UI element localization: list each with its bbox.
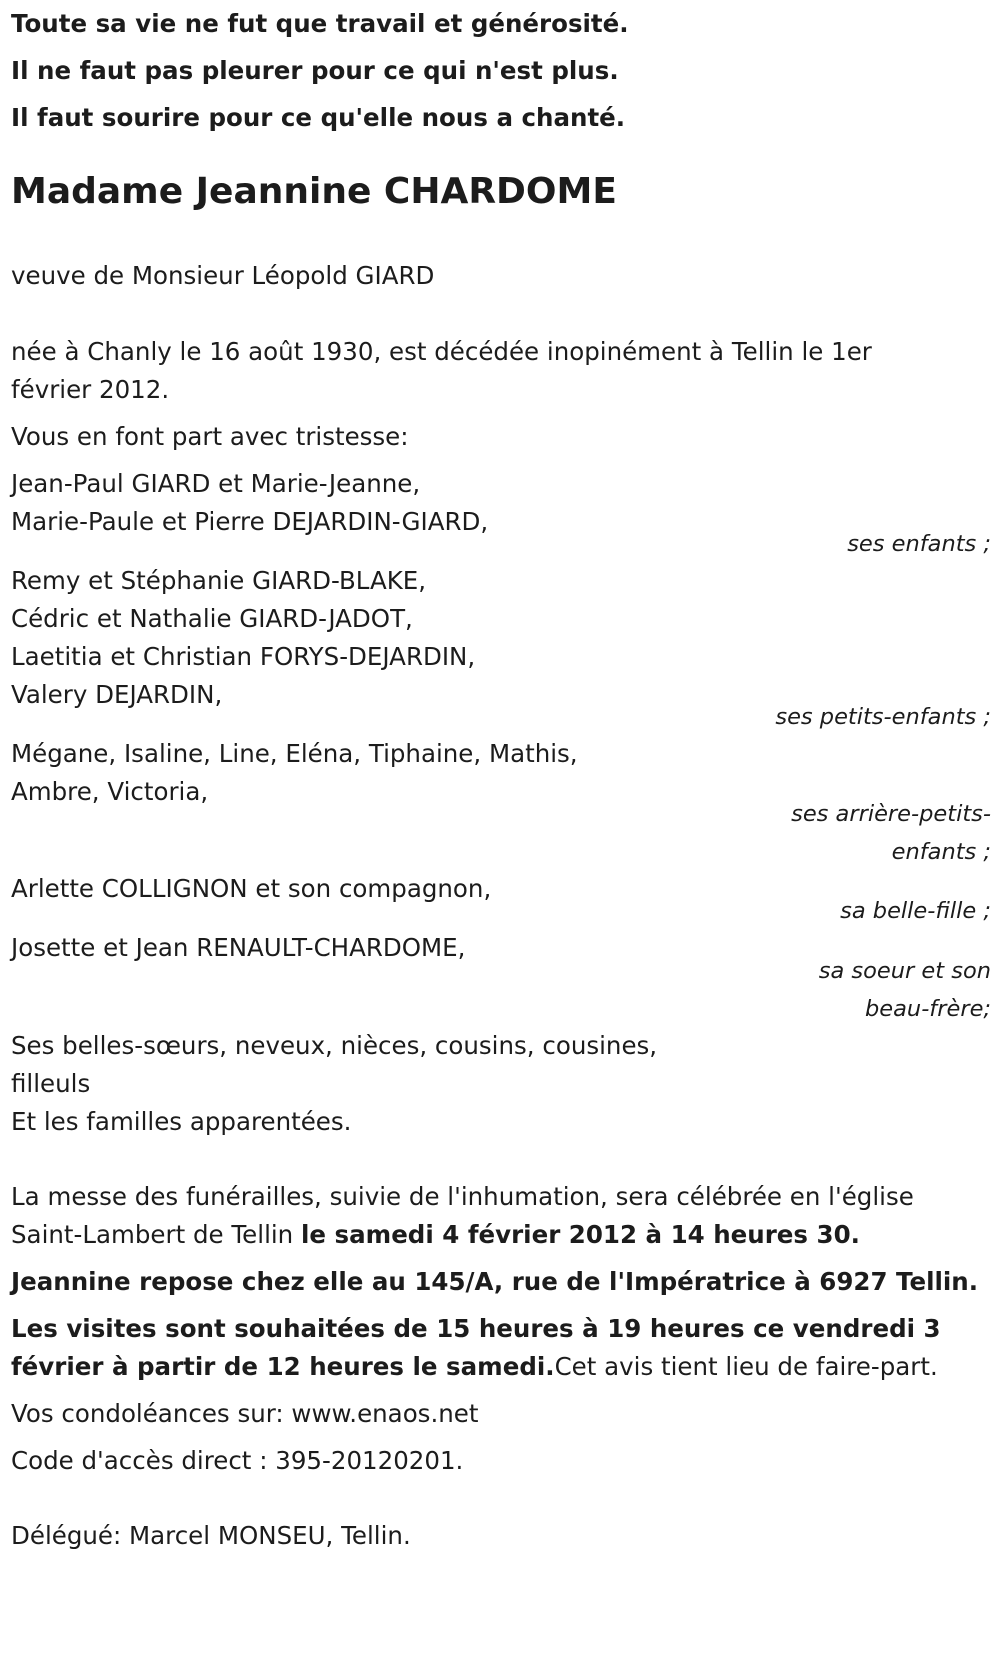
others-line-2: filleuls [11, 1069, 91, 1098]
funeral-delegate: Délégué: Marcel MONSEU, Tellin. [11, 1521, 411, 1550]
funeral-mass-place: Saint-Lambert de Tellin [11, 1220, 301, 1249]
faire-part-note: Cet avis tient lieu de faire-part. [554, 1352, 938, 1381]
others-line-1: Ses belles-sœurs, neveux, nièces, cousins, cousines, [11, 1031, 658, 1060]
funeral-mass-line-1: La messe des funérailles, suivie de l'inhumation, sera célébrée en l'église [11, 1182, 914, 1211]
grandchildren-role: ses petits-enfants ; [775, 704, 991, 730]
condolences-website: Vos condoléances sur: www.enaos.net [11, 1399, 479, 1428]
grandchildren-name-3: Laetitia et Christian FORYS-DEJARDIN, [11, 642, 476, 671]
epigraph-line-3: Il faut sourire pour ce qu'elle nous a chanté. [11, 103, 626, 132]
grandchildren-name-4: Valery DEJARDIN, [11, 680, 223, 709]
deceased-name: Madame Jeannine CHARDOME [11, 171, 617, 212]
resting-place: Jeannine repose chez elle au 145/A, rue de l'Impératrice à 6927 Tellin. [11, 1267, 979, 1296]
epigraph-line-2: Il ne faut pas pleurer pour ce qui n'est plus. [11, 56, 619, 85]
sister-role-2: beau-frère; [865, 996, 991, 1022]
visits-saturday: février à partir de 12 heures le samedi. [11, 1352, 555, 1381]
grandchildren-name-2: Cédric et Nathalie GIARD-JADOT, [11, 604, 413, 633]
birth-death-line-2: février 2012. [11, 375, 170, 404]
announcement-intro: Vous en font part avec tristesse: [11, 422, 409, 451]
children-role: ses enfants ; [847, 531, 991, 557]
grandchildren-name-1: Remy et Stéphanie GIARD-BLAKE, [11, 566, 427, 595]
great-grandchildren-name-2: Ambre, Victoria, [11, 777, 209, 806]
daughter-in-law-role: sa belle-fille ; [840, 898, 991, 924]
others-line-3: Et les familles apparentées. [11, 1107, 352, 1136]
funeral-mass-line-2 [11, 1215, 860, 1255]
widow-of: veuve de Monsieur Léopold GIARD [11, 261, 435, 290]
visits-line-1: Les visites sont souhaitées de 15 heures à 19 heures ce vendredi 3 [11, 1314, 941, 1343]
access-code: Code d'accès direct : 395-20120201. [11, 1446, 464, 1475]
birth-death-line-1: née à Chanly le 16 août 1930, est décédée inopinément à Tellin le 1er [11, 337, 872, 366]
great-grandchildren-role-1: ses arrière-petits- [791, 801, 991, 827]
epigraph-line-1: Toute sa vie ne fut que travail et générosité. [11, 9, 629, 38]
sister-name: Josette et Jean RENAULT-CHARDOME, [11, 933, 466, 962]
children-name-2: Marie-Paule et Pierre DEJARDIN-GIARD, [11, 507, 489, 536]
children-name-1: Jean-Paul GIARD et Marie-Jeanne, [11, 469, 421, 498]
visits-line-2 [11, 1347, 938, 1387]
daughter-in-law-name: Arlette COLLIGNON et son compagnon, [11, 874, 492, 903]
sister-role-1: sa soeur et son [818, 958, 991, 984]
great-grandchildren-name-1: Mégane, Isaline, Line, Eléna, Tiphaine, Mathis, [11, 739, 578, 768]
great-grandchildren-role-2: enfants ; [891, 839, 991, 865]
funeral-mass-date: le samedi 4 février 2012 à 14 heures 30. [301, 1220, 860, 1249]
